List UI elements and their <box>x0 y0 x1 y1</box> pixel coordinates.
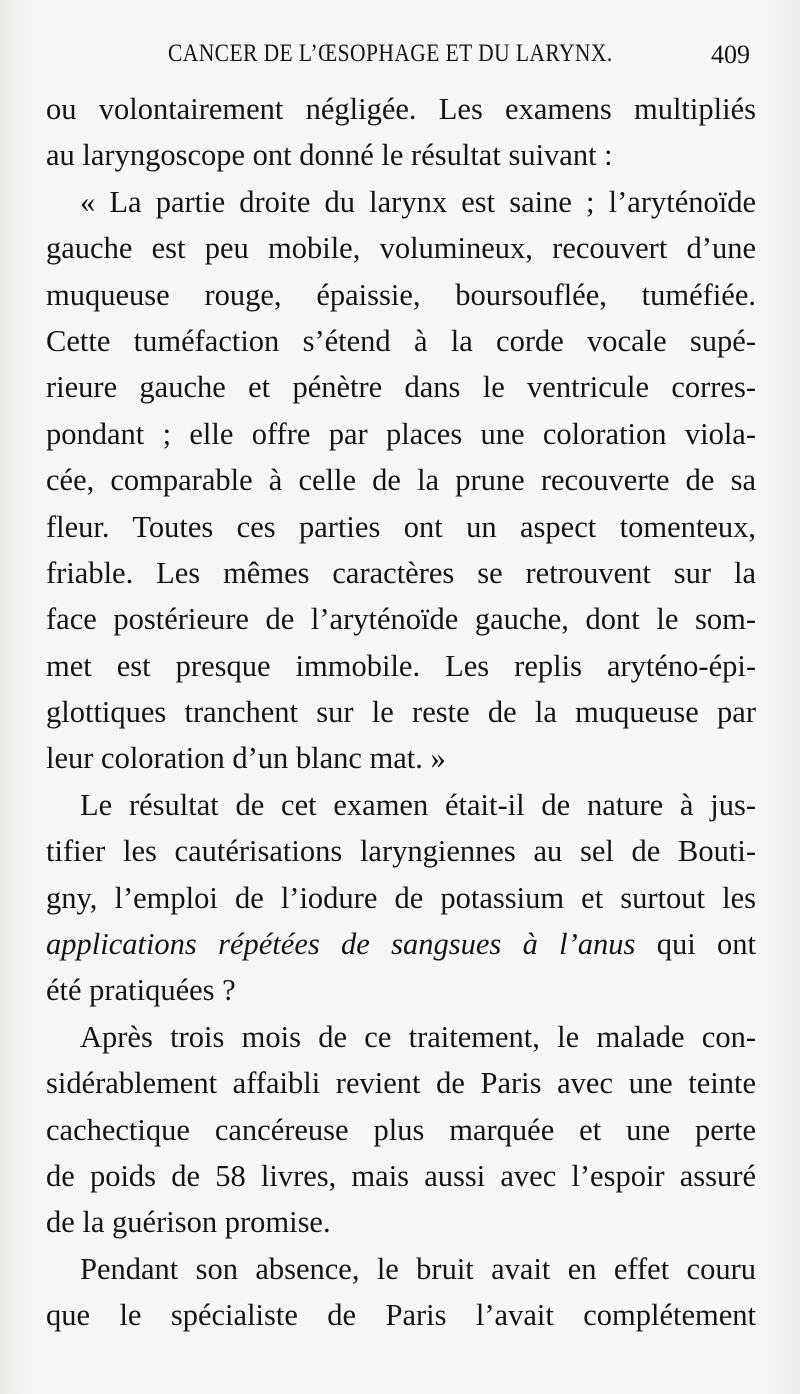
text-line: ou volontairement négligée. Les examens multipliés <box>46 92 756 126</box>
text-line: de poids de 58 livres, mais aussi avec l’espoir assuré <box>46 1158 756 1193</box>
text-line: Le résultat de cet examen était-il de nature à jus- <box>80 787 756 822</box>
text-line: de la guérison promise. <box>46 1205 331 1240</box>
text-line: cachectique cancéreuse plus marquée et une perte <box>46 1112 756 1147</box>
text-line: « La partie droite du larynx est saine ; l’aryténoïde <box>80 184 756 219</box>
text-line: gny, l’emploi de l’iodure de potassium et surtout les <box>46 880 756 915</box>
text-line: leur coloration d’un blanc mat. » <box>46 741 446 776</box>
text-line: face postérieure de l’aryténoïde gauche, dont le som- <box>46 602 756 637</box>
text-line: au laryngoscope ont donné le résultat suivant : <box>46 138 613 173</box>
text-line: fleur. Toutes ces parties ont un aspect tomenteux, <box>46 509 756 544</box>
text-line: Cette tuméfaction s’étend à la corde vocale supé- <box>46 323 756 358</box>
body-text <box>46 86 756 1339</box>
text-line: que le spécialiste de Paris l’avait complétement <box>46 1298 756 1333</box>
text-line: Pendant son absence, le bruit avait en effet couru <box>80 1251 756 1286</box>
text-line: Après trois mois de ce traitement, le malade con- <box>80 1019 756 1054</box>
running-head-title: CANCER DE L’ŒSOPHAGE ET DU LARYNX. <box>168 40 613 67</box>
roman-phrase: qui ont <box>635 927 756 962</box>
text-line: été pratiquées ? <box>46 973 236 1008</box>
text-line: friable. Les mêmes caractères se retrouvent sur la <box>46 555 756 590</box>
text-line: met est presque immobile. Les replis aryténo-épi- <box>46 648 756 683</box>
text-line: cée, comparable à celle de la prune recouverte de sa <box>46 463 756 498</box>
text-line: glottiques tranchent sur le reste de la muqueuse par <box>46 695 756 730</box>
running-head <box>0 38 800 78</box>
text-line: sidérablement affaibli revient de Paris avec une teinte <box>46 1066 756 1101</box>
text-line: gauche est peu mobile, volumineux, recouvert d’une <box>46 231 756 266</box>
text-line: tifier les cautérisations laryngiennes au sel de Bouti- <box>46 834 756 869</box>
text-line: muqueuse rouge, épaissie, boursouflée, tuméfiée. <box>46 277 756 312</box>
text-line-mixed <box>46 921 756 967</box>
text-line: rieure gauche et pénètre dans le ventricule corres- <box>46 370 756 405</box>
text-line: pondant ; elle offre par places une coloration viola- <box>46 416 756 451</box>
page-number: 409 <box>711 40 750 69</box>
italic-phrase: applications répétées de sangsues à l’anus <box>46 927 636 962</box>
